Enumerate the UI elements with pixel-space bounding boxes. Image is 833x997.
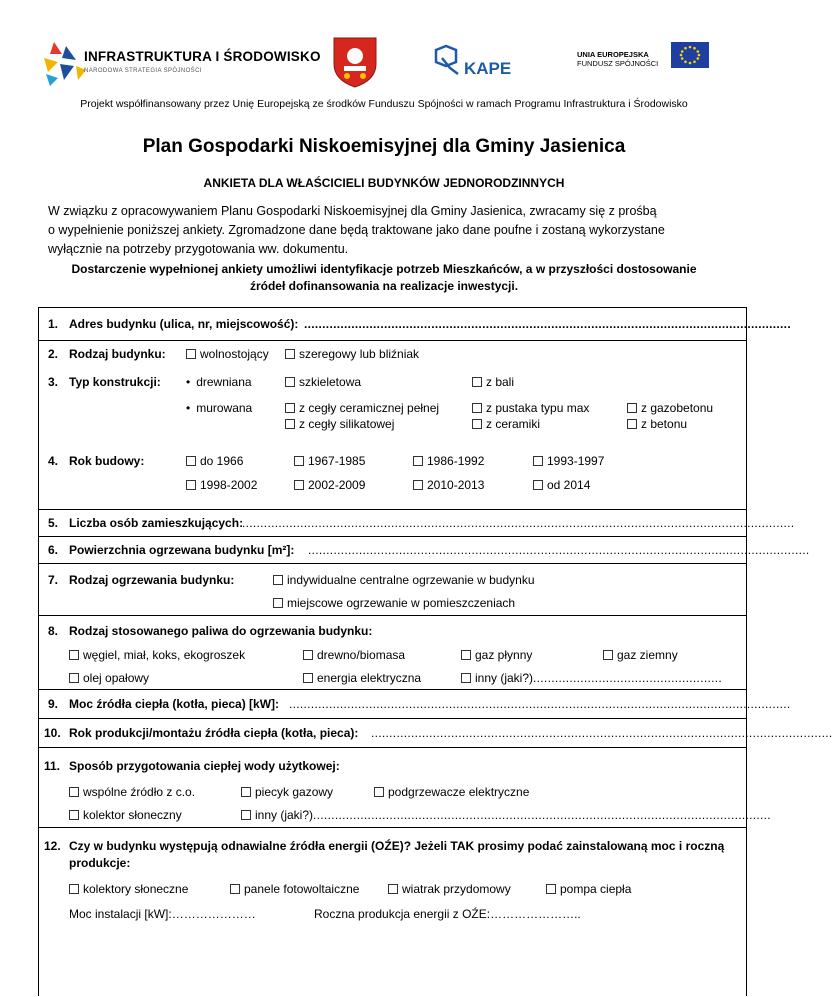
q4-option-7[interactable]: 2010-2013 (413, 478, 484, 492)
q2-label: Rodzaj budynku: (69, 347, 166, 361)
q12-option-pompa[interactable]: pompa ciepła (546, 882, 631, 896)
checkbox-icon (69, 673, 79, 683)
checkbox-icon (413, 480, 423, 490)
q11-option-wspolne[interactable]: wspólne źródło z c.o. (69, 785, 195, 799)
q4-option-3[interactable]: 1986-1992 (413, 454, 484, 468)
checkbox-icon (230, 884, 240, 894)
checkbox-icon (273, 575, 283, 585)
checkbox-icon (294, 456, 304, 466)
q8-option-inny[interactable]: inny (jaki?).................................................... (461, 671, 722, 685)
q2-option-wolnostojacy[interactable]: wolnostojący (186, 347, 269, 361)
q3-label: Typ konstrukcji: (69, 375, 161, 389)
q3-option-gazobeton[interactable]: z gazobetonu (627, 401, 713, 415)
checkbox-icon (303, 650, 313, 660)
intro-paragraph: W związku z opracowywaniem Planu Gospodarki Niskoemisyjnej dla Gminy Jasienica, zwracamy się z prośbą o wypełnienie poniższej ankiety. Zgromadzone dane będą traktowane jako dane poufne i zostaną wykorzystane wyłącznie na potrzeby przygotowania ww. dokumentu. (48, 204, 665, 256)
q4-option-2[interactable]: 1967-1985 (294, 454, 365, 468)
q5-label: Liczba osób zamieszkujących: (69, 516, 244, 530)
checkbox-icon (69, 884, 79, 894)
question-11: 11. Sposób przygotowania ciepłej wody użytkowej: wspólne źródło z c.o. piecyk gazowy podgrzewacze elektryczne kolektor słoneczny inny (jaki?).............................................................................................................................. (39, 748, 746, 828)
checkbox-icon (603, 650, 613, 660)
q4-option-6[interactable]: 2002-2009 (294, 478, 365, 492)
checkbox-icon (186, 456, 196, 466)
q3-option-ceramika[interactable]: z ceramiki (472, 417, 540, 431)
q12-label-line1: Czy w budynku występują odnawialne źródła energii (OŹE)? Jeżeli TAK prosimy podać zainstalowaną moc i roczną (69, 839, 725, 853)
question-4: 4. Rok budowy: do 1966 1967-1985 1986-1992 1993-1997 1998-2002 2002-2009 2010-2013 od 2014 (39, 446, 746, 510)
q4-option-8[interactable]: od 2014 (533, 478, 590, 492)
q8-option-energia[interactable]: energia elektryczna (303, 671, 421, 685)
q3-option-beton[interactable]: z betonu (627, 417, 687, 431)
question-10: 10. Rok produkcji/montażu źródła ciepła (kotła, pieca): ............................................................................................................................... (39, 719, 746, 748)
q1-number: 1. (48, 317, 59, 331)
q3-category-drewniana: • drewniana (186, 375, 252, 389)
q2-option-szeregowy[interactable]: szeregowy lub bliźniak (285, 347, 419, 361)
question-6: 6. Powierzchnia ogrzewana budynku [m²]: .......................................................................................................................................... (39, 537, 746, 564)
q12-annual-field[interactable]: Roczna produkcja energii z OŹE:………………….. (314, 907, 581, 921)
q1-answer-line[interactable]: ...................................................................................................................................... (304, 317, 791, 331)
q6-answer-line[interactable]: .......................................................................................................................................... (308, 543, 810, 557)
q10-answer-line[interactable]: ............................................................................................................................... (371, 726, 833, 740)
q8-other-line: .................................................... (533, 671, 722, 685)
q12-power-field[interactable]: Moc instalacji [kW]:………………… (69, 907, 256, 921)
q11-option-inny[interactable]: inny (jaki?).............................................................................................................................. (241, 808, 771, 822)
kape-text: KAPE (464, 59, 512, 78)
checkbox-icon (285, 377, 295, 387)
eu-flag-icon (671, 42, 709, 68)
question-9: 9. Moc źródła ciepła (kotła, pieca) [kW]: .......................................................................................................................................... (39, 690, 746, 719)
q4-option-4[interactable]: 1993-1997 (533, 454, 604, 468)
q3-option-cegla-silikatowa[interactable]: z cegły silikatowej (285, 417, 394, 431)
q8-option-gaz-plynny[interactable]: gaz płynny (461, 648, 532, 662)
question-8: 8. Rodzaj stosowanego paliwa do ogrzewania budynku: węgiel, miał, koks, ekogroszek drewno/biomasa gaz płynny gaz ziemny olej opałowy energia elektryczna inny (jaki?).................................................... (39, 616, 746, 690)
checkbox-icon (186, 480, 196, 490)
checkbox-icon (186, 349, 196, 359)
q3-option-szkieletowa[interactable]: szkieletowa (285, 375, 361, 389)
checkbox-icon (69, 650, 79, 660)
logos-header (0, 36, 768, 88)
q12-option-wiatrak[interactable]: wiatrak przydomowy (388, 882, 511, 896)
q8-option-drewno[interactable]: drewno/biomasa (303, 648, 405, 662)
checkbox-icon (273, 598, 283, 608)
q12-label-line2: produkcje: (69, 856, 131, 870)
checkbox-icon (627, 403, 637, 413)
q10-label: Rok produkcji/montażu źródła ciepła (kotła, pieca): (69, 726, 359, 740)
q9-answer-line[interactable]: .......................................................................................................................................... (289, 697, 791, 711)
q8-option-wegiel[interactable]: węgiel, miał, koks, ekogroszek (69, 648, 245, 662)
q8-label: Rodzaj stosowanego paliwa do ogrzewania budynku: (69, 624, 373, 638)
q12-option-kolektory[interactable]: kolektory słoneczne (69, 882, 188, 896)
checkbox-icon (533, 480, 543, 490)
unia-europejska-text: UNIA EUROPEJSKA FUNDUSZ SPÓJNOŚCI (577, 50, 659, 68)
question-1 (39, 308, 791, 341)
q9-label: Moc źródła ciepła (kotła, pieca) [kW]: (69, 697, 280, 711)
question-2: 2. Rodzaj budynku: wolnostojący szeregowy lub bliźniak (48, 347, 420, 361)
q11-other-line: .............................................................................................................................. (313, 808, 771, 822)
question-3: 3. Typ konstrukcji: • drewniana szkieletowa z bali • murowana z cegły ceramicznej pełnej z cegły silikatowej z pustaka typu max z ceramiki z gazobetonu z betonu (48, 375, 714, 431)
q1-label: Adres budynku (ulica, nr, miejscowość): (69, 317, 299, 331)
q5-answer-line[interactable]: ........................................................................................................................................................ (242, 516, 795, 530)
checkbox-icon (241, 810, 251, 820)
q3-option-cegla-ceramiczna[interactable]: z cegły ceramicznej pełnej (285, 401, 439, 415)
q7-option-miejscowe[interactable]: miejscowe ogrzewanie w pomieszczeniach (273, 596, 515, 610)
cofinance-note: Projekt współfinansowany przez Unię Europejską ze środków Funduszu Spójności w ramach Programu Infrastruktura i Środowisko (80, 98, 688, 110)
q12-option-panele[interactable]: panele fotowoltaiczne (230, 882, 359, 896)
q3-option-pustak-max[interactable]: z pustaka typu max (472, 401, 589, 415)
checkbox-icon (546, 884, 556, 894)
kape-logo-icon (432, 44, 514, 80)
strategia-subtitle: NARODOWA STRATEGIA SPÓJNOŚCI (84, 68, 202, 74)
checkbox-icon (472, 419, 482, 429)
checkbox-icon (388, 884, 398, 894)
checkbox-icon (69, 787, 79, 797)
infrastruktura-title: INFRASTRUKTURA I ŚRODOWISKO (84, 49, 321, 64)
checkbox-icon (294, 480, 304, 490)
checkbox-icon (303, 673, 313, 683)
checkbox-icon (285, 419, 295, 429)
survey-subtitle: ANKIETA DLA WŁAŚCICIELI BUDYNKÓW JEDNORODZINNYCH (203, 176, 565, 190)
checkbox-icon (374, 787, 384, 797)
q11-option-podgrzewacze[interactable]: podgrzewacze elektryczne (374, 785, 529, 799)
survey-form (38, 307, 833, 996)
checkbox-icon (241, 787, 251, 797)
q3-category-murowana: • murowana (186, 401, 253, 415)
q11-label: Sposób przygotowania ciepłej wody użytkowej: (69, 759, 340, 773)
checkbox-icon (533, 456, 543, 466)
checkbox-icon (627, 419, 637, 429)
checkbox-icon (413, 456, 423, 466)
checkbox-icon (461, 673, 471, 683)
q3-option-z-bali[interactable]: z bali (472, 375, 514, 389)
checkbox-icon (285, 349, 295, 359)
checkbox-icon (472, 403, 482, 413)
infrastruktura-logo-icon (40, 40, 88, 86)
q11-option-piecyk[interactable]: piecyk gazowy (241, 785, 333, 799)
checkbox-icon (472, 377, 482, 387)
bullet-icon: • (186, 401, 191, 415)
q6-label: Powierzchnia ogrzewana budynku [m²]: (69, 543, 295, 557)
q8-option-olej[interactable]: olej opałowy (69, 671, 149, 685)
q4-option-5[interactable]: 1998-2002 (186, 478, 257, 492)
q11-option-kolektor[interactable]: kolektor słoneczny (69, 808, 182, 822)
notice-paragraph: Dostarczenie wypełnionej ankiety umożliwi identyfikacje potrzeb Mieszkańców, a w przyszłości dostosowanie źródeł dofinansowania na realizacje inwestycji. (71, 262, 697, 293)
checkbox-icon (461, 650, 471, 660)
q4-option-1[interactable]: do 1966 (186, 454, 243, 468)
question-7: 7. Rodzaj ogrzewania budynku: indywidualne centralne ogrzewanie w budynku miejscowe ogrzewanie w pomieszczeniach (39, 564, 746, 616)
page-title: Plan Gospodarki Niskoemisyjnej dla Gminy Jasienica (142, 136, 626, 157)
gmina-crest-icon (332, 36, 378, 88)
question-12: 12. Czy w budynku występują odnawialne źródła energii (OŹE)? Jeżeli TAK prosimy podać zainstalowaną moc i roczną produkcje: kolektory słoneczne panele fotowoltaiczne wiatrak przydomowy pompa ciepła Moc instalacji [kW]:………………… Roczna produkcja energii z OŹE:………………….. (44, 839, 725, 921)
q8-option-gaz-ziemny[interactable]: gaz ziemny (603, 648, 678, 662)
q4-label: Rok budowy: (69, 454, 145, 468)
q7-label: Rodzaj ogrzewania budynku: (69, 573, 235, 587)
question-5: 5. Liczba osób zamieszkujących: ........................................................................................................................................................ (39, 510, 746, 537)
checkbox-icon (69, 810, 79, 820)
checkbox-icon (285, 403, 295, 413)
q7-option-centralne[interactable]: indywidualne centralne ogrzewanie w budynku (273, 573, 535, 587)
bullet-icon: • (186, 375, 191, 389)
